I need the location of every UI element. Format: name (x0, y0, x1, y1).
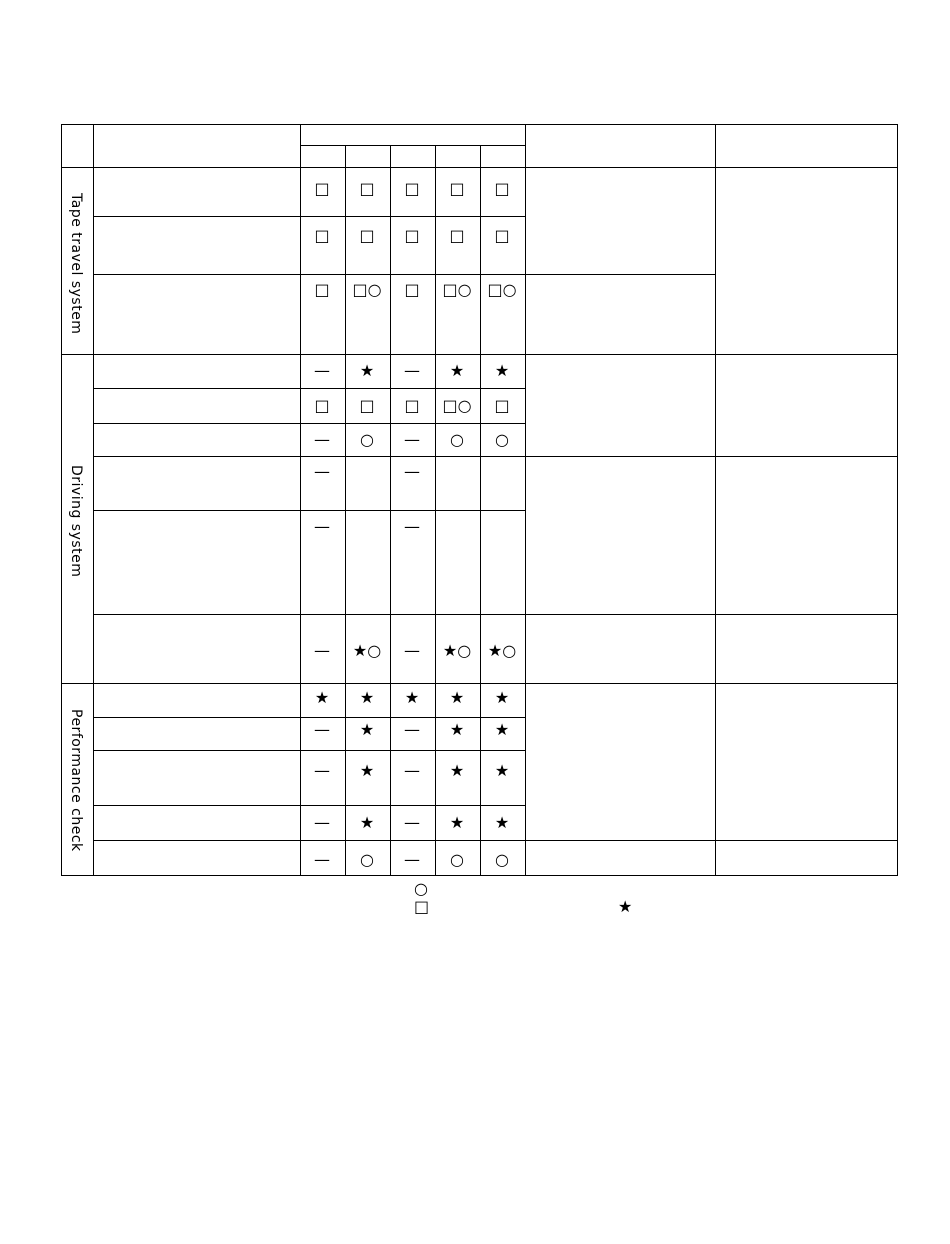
symbol-cell-r9-c2: ★○ (352, 641, 382, 660)
symbol-cell-r3-c5: □○ (487, 280, 517, 299)
symbol-cell-r4-c2: ★ (359, 361, 375, 380)
symbol-cell-r1-c2: □ (359, 179, 375, 198)
symbol-cell-r4-c1: — (314, 361, 330, 380)
symbol-cell-r8-c3: — (404, 517, 420, 536)
symbol-cell-r6-c3: — (404, 430, 420, 449)
symbol-cell-r10-c5: ★ (494, 688, 510, 707)
symbol-cell-r14-c4: ○ (450, 850, 464, 869)
legend-square: □ (414, 897, 430, 916)
symbol-cell-r2-c2: □ (359, 226, 375, 245)
symbol-cell-r10-c4: ★ (449, 688, 465, 707)
symbol-cell-r11-c5: ★ (494, 720, 510, 739)
symbol-cell-r3-c1: □ (314, 280, 330, 299)
symbol-cell-r11-c4: ★ (449, 720, 465, 739)
symbol-cell-r1-c1: □ (314, 179, 330, 198)
symbol-cell-r12-c4: ★ (449, 761, 465, 780)
symbol-cell-r5-c2: □ (359, 396, 375, 415)
legend-circle: ○ (414, 879, 428, 898)
symbol-cell-r6-c2: ○ (360, 430, 374, 449)
symbol-cell-r3-c4: □○ (442, 280, 472, 299)
symbol-cell-r12-c5: ★ (494, 761, 510, 780)
section-label-tape-travel: Tape travel system (68, 193, 84, 335)
symbol-cell-r9-c3: — (404, 641, 420, 660)
symbol-cell-r12-c1: — (314, 761, 330, 780)
symbol-cell-r1-c4: □ (449, 179, 465, 198)
legend-star: ★ (618, 897, 633, 916)
symbol-cell-r5-c5: □ (494, 396, 510, 415)
symbol-cell-r13-c3: — (404, 813, 420, 832)
symbol-cell-r11-c3: — (404, 720, 420, 739)
symbol-cell-r5-c4: □○ (442, 396, 472, 415)
symbol-cell-r3-c3: □ (404, 280, 420, 299)
symbol-cell-r8-c1: — (314, 517, 330, 536)
section-label-driving: Driving system (68, 465, 84, 578)
symbol-cell-r1-c3: □ (404, 179, 420, 198)
symbol-cell-r6-c5: ○ (495, 430, 509, 449)
symbol-cell-r9-c1: — (314, 641, 330, 660)
symbol-cell-r14-c5: ○ (495, 850, 509, 869)
symbol-cell-r10-c3: ★ (404, 688, 420, 707)
symbol-cell-r14-c1: — (314, 850, 330, 869)
symbol-cell-r11-c2: ★ (359, 720, 375, 739)
symbol-cell-r11-c1: — (314, 720, 330, 739)
symbol-cell-r13-c2: ★ (359, 813, 375, 832)
symbol-cell-r7-c1: — (314, 462, 330, 481)
symbol-cell-r10-c2: ★ (359, 688, 375, 707)
symbol-cell-r14-c2: ○ (360, 850, 374, 869)
symbol-cell-r3-c2: □○ (352, 280, 382, 299)
symbol-cell-r4-c4: ★ (449, 361, 465, 380)
symbol-cell-r12-c3: — (404, 761, 420, 780)
symbol-cell-r6-c1: — (314, 430, 330, 449)
symbol-cell-r13-c4: ★ (449, 813, 465, 832)
symbol-cell-r4-c5: ★ (494, 361, 510, 380)
symbol-cell-r6-c4: ○ (450, 430, 464, 449)
symbol-cell-r2-c5: □ (494, 226, 510, 245)
symbol-cell-r13-c5: ★ (494, 813, 510, 832)
symbol-cell-r9-c4: ★○ (442, 641, 472, 660)
symbol-cell-r14-c3: — (404, 850, 420, 869)
section-label-performance: Performance check (68, 709, 84, 852)
symbol-cell-r2-c3: □ (404, 226, 420, 245)
symbol-cell-r1-c5: □ (494, 179, 510, 198)
symbol-cell-r9-c5: ★○ (487, 641, 517, 660)
symbol-cell-r5-c3: □ (404, 396, 420, 415)
symbol-cell-r10-c1: ★ (314, 688, 330, 707)
symbol-cell-r7-c3: — (404, 462, 420, 481)
symbol-cell-r4-c3: — (404, 361, 420, 380)
symbol-cell-r12-c2: ★ (359, 761, 375, 780)
symbol-cell-r5-c1: □ (314, 396, 330, 415)
symbol-cell-r2-c1: □ (314, 226, 330, 245)
symbol-cell-r13-c1: — (314, 813, 330, 832)
symbol-cell-r2-c4: □ (449, 226, 465, 245)
